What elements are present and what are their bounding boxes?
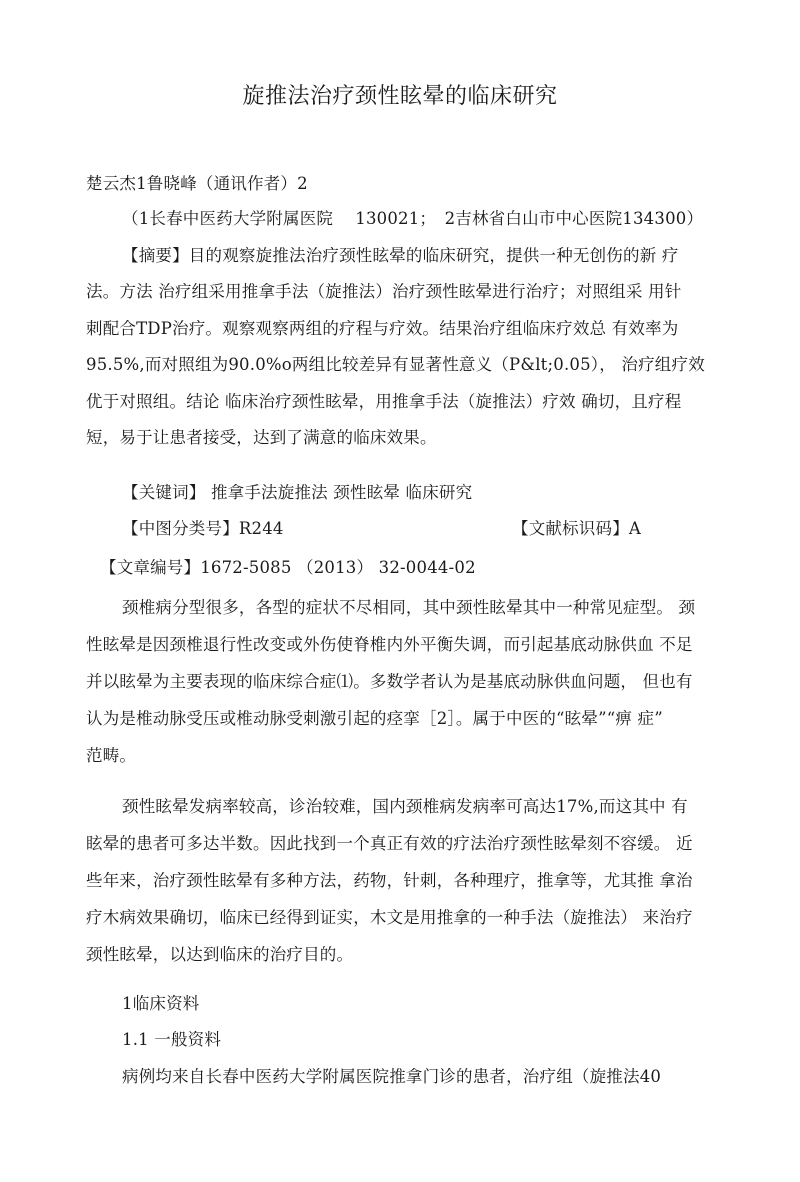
article-number: 【文章编号】1672-5085 （2013） 32-0044-02 bbox=[100, 558, 476, 577]
paragraph-line: 疗木病效果确切，临床已经得到证实，木文是用推拿的一种手法（旋推法） 来治疗 bbox=[86, 908, 693, 927]
subsection-heading: 1.1 一般资料 bbox=[122, 1030, 222, 1049]
paragraph-line: 些年来，治疗颈性眩晕有多种方法，药物，针刺，各种理疗，推拿等，尤其推 拿治 bbox=[86, 871, 693, 890]
section-heading: 1临床资料 bbox=[122, 994, 200, 1013]
clc-number: 【中图分类号】R244 bbox=[122, 519, 284, 538]
author-line: 楚云杰1鲁晓峰（通讯作者）2 bbox=[86, 174, 308, 193]
paragraph-line: 范畴。 bbox=[86, 746, 137, 765]
paragraph-line: 病例均来自长春中医药大学附属医院推拿门诊的患者，治疗组（旋推法40 bbox=[122, 1067, 662, 1086]
paragraph-line: 颈椎病分型很多，各型的症状不尽相同，其中颈性眩晕其中一种常见症型。 颈 bbox=[122, 598, 696, 617]
abstract-line: 法。方法 治疗组采用推拿手法（旋推法）治疗颈性眩晕进行治疗；对照组采 用针 bbox=[86, 282, 682, 301]
paragraph-line: 并以眩晕为主要表现的临床综合症⑴。多数学者认为是基底动脉供血问题， 但也有 bbox=[86, 672, 693, 691]
paragraph-line: 眩晕的患者可多达半数。因此找到一个真正有效的疗法治疗颈性眩晕刻不容缓。 近 bbox=[86, 834, 693, 853]
paper-title: 旋推法治疗颈性眩晕的临床研究 bbox=[242, 84, 558, 109]
affiliation-line: （1长春中医药大学附属医院 130021； 2吉林省白山市中心医院134300） bbox=[122, 209, 704, 228]
document-code: 【文献标识码】A bbox=[512, 519, 642, 538]
paragraph-line: 颈性眩晕发病率较高，诊治较难，国内颈椎病发病率可高达17%,而这其中 有 bbox=[122, 797, 688, 816]
abstract-line: 刺配合TDP治疗。观察观察两组的疗程与疗效。结果治疗组临床疗效总 有效率为 bbox=[86, 319, 679, 338]
abstract-line: 短，易于让患者接受，达到了满意的临床效果。 bbox=[86, 428, 437, 447]
keywords: 【关键词】 推拿手法旋推法 颈性眩晕 临床研究 bbox=[122, 483, 473, 502]
paragraph-line: 颈性眩晕，以达到临床的治疗目的。 bbox=[86, 945, 354, 964]
abstract-line: 【摘要】目的观察旋推法治疗颈性眩晕的临床研究，提供一种无创伤的新 疗 bbox=[122, 246, 679, 265]
paragraph-line: 性眩晕是因颈椎退行性改变或外伤使脊椎内外平衡失调，而引起基底动脉供血 不足 bbox=[86, 635, 693, 654]
paragraph-line: 认为是椎动脉受压或椎动脉受刺激引起的痉挛［2］。属于中医的“眩晕”“痹 症” bbox=[86, 709, 663, 728]
abstract-line: 优于对照组。结论 临床治疗颈性眩晕，用推拿手法（旋推法）疗效 确切，且疗程 bbox=[86, 392, 682, 411]
abstract-line: 95.5%,而对照组为90.0%o两组比较差异有显著性意义（P&lt;0.05）， 治疗组疗效 bbox=[86, 355, 705, 374]
